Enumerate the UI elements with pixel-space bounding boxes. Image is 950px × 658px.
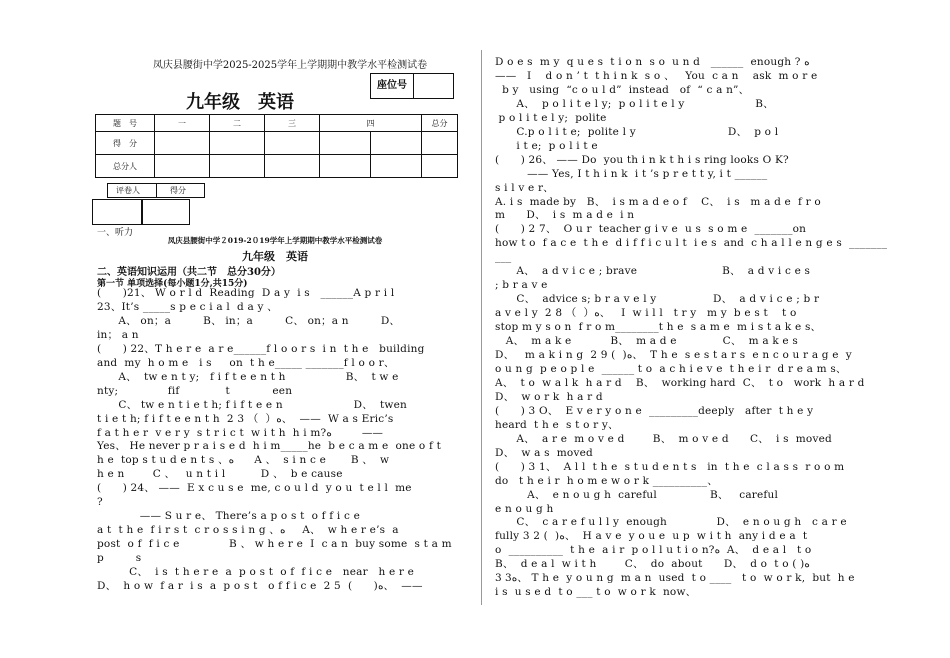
question-line: A、 m a k e B、 m a d e C、 m a k e s xyxy=(495,335,798,348)
question-line: i t e; p o l i t e xyxy=(495,139,598,152)
question-line: ( ) 22、T h e r e a r e______f l o o r s i n t h e building xyxy=(97,342,425,355)
rater-box xyxy=(92,199,190,225)
score-table-header-row xyxy=(96,115,458,132)
divider xyxy=(156,184,157,197)
question-line: A、 e n o u g h careful B、 careful xyxy=(495,488,779,501)
question-line: D、 h o w f a r i s a p o s t o f f i c e 2 5 ( )ﻩ、 —— xyxy=(97,580,423,593)
question-line: C、 advice s; b r a v e l y D、 a d v i c e ; b r xyxy=(495,293,820,306)
score-table xyxy=(95,114,458,178)
question-line: ; b r a v e xyxy=(495,279,548,292)
question-line: A、 a d v i c e ; brave B、 a d v i c e s xyxy=(495,265,811,278)
page-title: 九年级 英语 xyxy=(186,92,294,113)
question-line: —— S u r e、 There’s a p o s t o f f i c e xyxy=(97,510,361,523)
score-table-score-row xyxy=(96,132,458,155)
score-table-total-row xyxy=(96,155,458,178)
score-cell xyxy=(320,132,371,155)
question-line: do t h e i r h o m e w o r k __________、 xyxy=(495,474,718,487)
seat-number-label: 座位号 xyxy=(371,74,414,98)
question-line: post o f f i c e B 、 w h e r e I c a n buy some s t a m xyxy=(97,538,452,551)
total-cell xyxy=(265,155,320,178)
question-line: ﻩ3 3、 T h e y o u n g m a n used t o ____ t o w o r k, but h e xyxy=(495,572,855,585)
total-row-label: 总分人 xyxy=(96,155,155,178)
score-table-head-cell: 一 xyxy=(155,115,210,132)
question-line: and my h o m e i s on t h e_____ _______f l o o r、 xyxy=(97,356,395,369)
question-line: ( ) 3 O、 E v e r y o n e _________deeply after t h e y xyxy=(495,404,814,417)
question-line: e n o u g h xyxy=(495,502,554,515)
score-row-label: 得 分 xyxy=(96,132,155,155)
score-cell xyxy=(371,132,422,155)
question-line: a t t h e f i r s t c r o s s i n g 、ﻩ A、 w h e r e’s a xyxy=(97,524,399,537)
question-line: ___ xyxy=(495,251,512,264)
question-line: D o e s m y q u e s t i o n s o u n d ______ enough ? ﻩ xyxy=(495,56,810,68)
question-line: A. i s made by B、 i s m a d e o f C、 i s m a d e f r o xyxy=(495,195,821,208)
question-line: A、 tw e n t y; f i f t e e n t h B、 t w e xyxy=(97,370,399,383)
question-line: D、 w a s moved xyxy=(495,446,593,459)
total-cell xyxy=(320,155,371,178)
right-question-column xyxy=(495,56,887,600)
score-label: 得分 xyxy=(170,186,186,195)
question-line: nty; fif t een xyxy=(97,384,293,397)
question-line: Yes、 He never p r a i s e d h i m_____he b e c a m e one o f t xyxy=(97,440,442,453)
question-line: p o l i t e l y; polite xyxy=(495,111,607,124)
question-line: D、 w o r k h a r d xyxy=(495,390,603,403)
question-line: A、 t o w a l k h a r d B、 working hard C、 t o work h a r d xyxy=(495,376,865,389)
question-line: a v e l y 2 8 （ ）ﻩ、 I w i l l t r y m y b e s t t o xyxy=(495,307,797,320)
seat-number-box xyxy=(370,73,454,99)
question-line: B、 d e a l w i t h C、 do about D、 d o t o ( )ﻩ xyxy=(495,558,810,571)
question-line: C、 i s t h e r e a p o s t o f f i c e near h e r e xyxy=(97,566,415,579)
total-cell xyxy=(371,155,422,178)
school-title: 凤庆县腰街中学2025-2025学年上学期期中教学水平检测试卷 xyxy=(152,60,428,71)
score-table-head-cell: 总分 xyxy=(422,115,458,132)
section-listening: 一、听力 xyxy=(97,228,134,238)
question-line: s i l v e r、 xyxy=(495,181,554,194)
repeat-subject-title: 九年级 英语 xyxy=(242,250,308,263)
question-line: m D、 i s m a d e i n xyxy=(495,209,635,222)
question-line: h e top s t u d e n t s 、ﻩ A 、 s i n c e B 、 w xyxy=(97,454,390,467)
question-line: 23、It’s _____s p e c i a l d a y 、 xyxy=(97,300,278,313)
question-line: C、 c a r e f u l l y enough D、 e n o u g h c a r e xyxy=(495,516,847,529)
question-line: stop m y s o n f r o m________t h e s a m e m i s t a k e s、 xyxy=(495,321,822,334)
question-line: ( ) 3 1、 A l l t h e s t u d e n t s in t h e c l a s s r o o m xyxy=(495,460,845,473)
question-line: ( ) 26、 —— Do you th i n k t h i s ring looks O K? xyxy=(495,153,789,166)
question-line: o __________ t h e a i r p o l l u t i o n?ﻩ A、 d e a l t o xyxy=(495,544,812,557)
divider xyxy=(141,200,143,224)
question-line: p s xyxy=(97,552,142,565)
total-cell xyxy=(210,155,265,178)
score-table-head-cell: 题 号 xyxy=(96,115,155,132)
question-line: ( ) 24、 —— E x c u s e me, c o u l d y o u t e l l me xyxy=(97,482,412,495)
question-line: —— I d o n ’ t t h i n k s o 、 You c a n ask m o r e xyxy=(495,69,818,82)
question-line: A、 p o l i t e l y; p o l i t e l y B、 xyxy=(495,97,774,110)
question-line: A、 on；a B、 in；a C、 on；a n D、 xyxy=(97,314,401,327)
question-line: i s u s e d t o ___ t o w o r k now、 xyxy=(495,586,697,599)
column-divider xyxy=(481,50,482,605)
question-line: how t o f a c e t h e d i f f i c u l t i e s and c h a l l e n g e s _______ xyxy=(495,237,888,250)
score-table-head-cell: 三 xyxy=(265,115,320,132)
total-cell xyxy=(155,155,210,178)
question-line: o u n g p e o p l e ______ t o a c h i e v e t h e i r d r e a m s、 xyxy=(495,362,847,375)
question-line: t i e t h; f i f t e e n t h 2 3 （ ）ﻩ、 —— W a s Eric’s xyxy=(97,412,394,425)
question-line: C.p o l i t e; polite l y D、 p o l xyxy=(495,125,779,138)
reviewer-label: 评卷人 xyxy=(116,186,140,195)
question-line: —— Yes, I t h i n k i t ’s p r e t t y, i t ______ xyxy=(495,167,768,180)
score-cell xyxy=(265,132,320,155)
score-table-head-cell: 四 xyxy=(320,115,422,132)
section-knowledge: 二、英语知识运用（共二节 总分30分） xyxy=(97,267,281,278)
rater-header xyxy=(107,183,205,198)
question-line: A、 a r e m o v e d B、 m o v e d C、 i s moved xyxy=(495,432,832,445)
score-cell xyxy=(155,132,210,155)
score-cell xyxy=(210,132,265,155)
score-table-head-cell: 二 xyxy=(210,115,265,132)
question-line: heard t h e s t o r y、 xyxy=(495,418,619,431)
question-line: D、 m a k i n g 2 9 ( )ﻩ、 T h e s e s t a r s e n c o u r a g e y xyxy=(495,349,852,362)
left-question-column xyxy=(97,287,452,594)
question-line: ( ) 2 7、 O u r teacher g i v e u s s o m e _______on xyxy=(495,223,807,236)
repeat-school-title: 凤庆县腰街中学２019-2０19学年上学期期中教学水平检测试卷 xyxy=(167,236,383,245)
score-cell xyxy=(422,132,458,155)
question-line: ? xyxy=(97,496,103,509)
question-line: f a t h e r v e r y s t r i c t w i t h h i m?ﻩ —— xyxy=(97,426,383,439)
question-line: b y using “c o u l d” instead of “ c a n”、 xyxy=(495,83,753,96)
question-line: fully 3 2 ( )ﻩ、 H a v e y o u e u p w i t h any i d e a t xyxy=(495,530,808,543)
question-line: in； a n xyxy=(97,328,139,341)
part-multiple-choice: 第一节 单项选择(每小题1分,共15分) xyxy=(97,279,248,289)
question-line: C、 tw e n t i e t h; f i f t e e n D、 twen xyxy=(97,398,407,411)
question-line: h e n C 、 u n t i l D 、 b e cause xyxy=(97,468,343,481)
question-line: ( )21、 W o r l d Reading D a y i s ______A p r i l xyxy=(97,287,395,299)
total-cell xyxy=(422,155,458,178)
